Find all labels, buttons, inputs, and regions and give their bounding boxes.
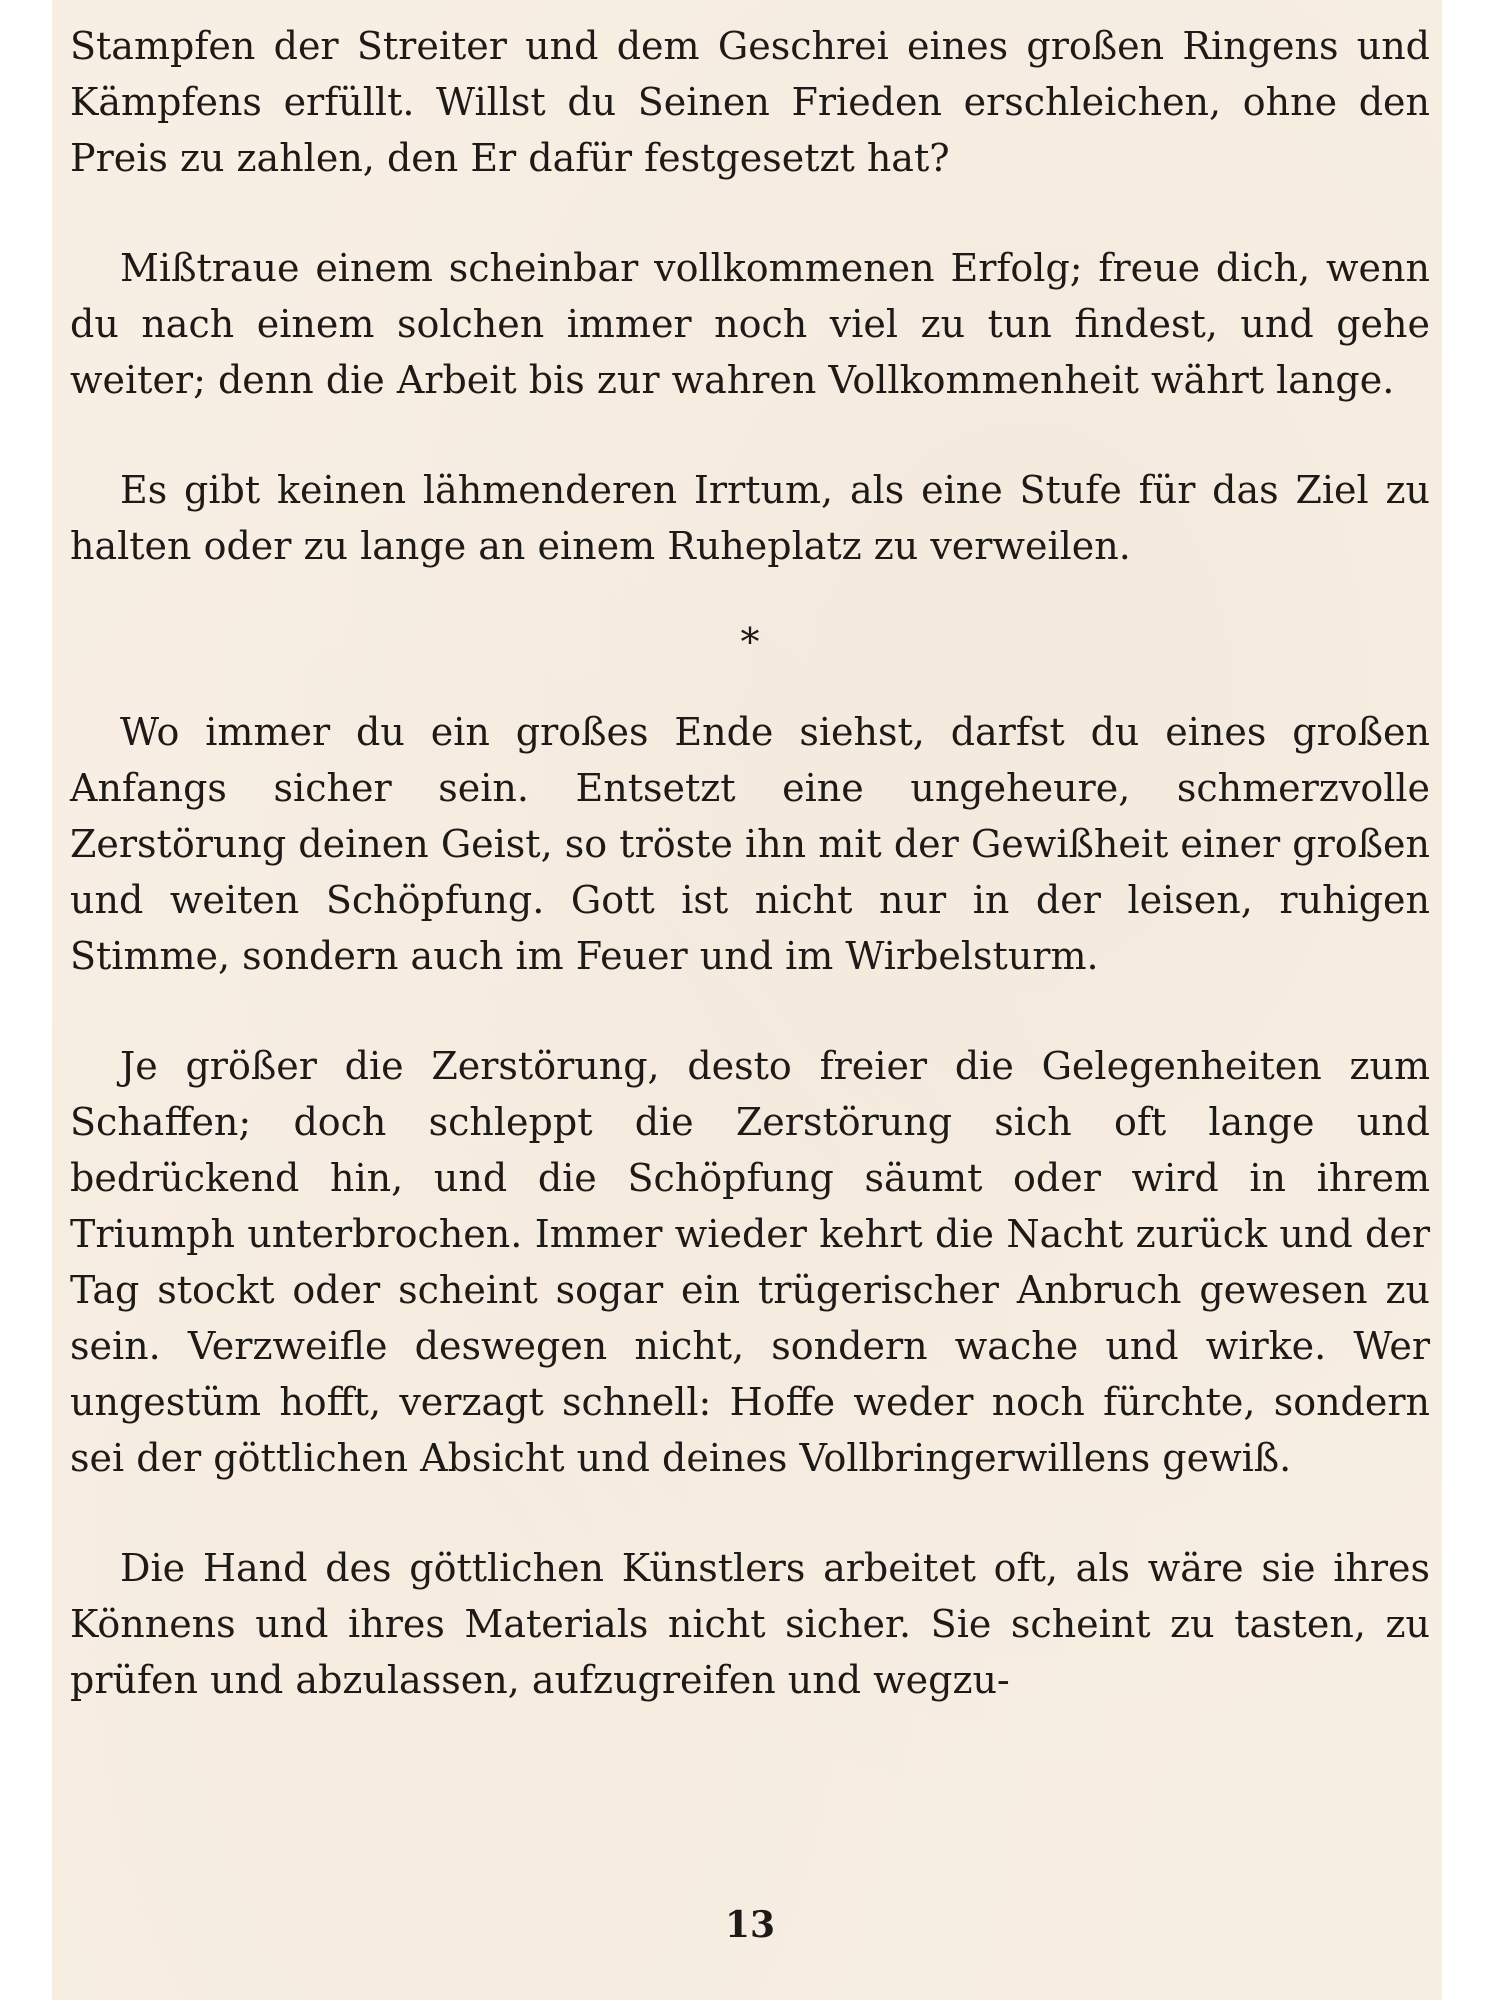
paragraph-paralyzing-error: Es gibt keinen lähmenderen Irrtum, als eine Stufe für das Ziel zu halten oder zu lange an einem Ruheplatz zu verweilen. <box>70 468 1430 568</box>
paragraph-mistrust-success: Mißtraue einem scheinbar vollkommenen Erfolg; freue dich, wenn du nach einem solchen immer noch viel zu tun findest, und gehe weiter; denn die Arbeit bis zur wahren Vollkommenheit währt lange. <box>70 246 1430 402</box>
paragraph-destruction: Je größer die Zerstörung, desto freier die Gelegenheiten zum Schaffen; doch schleppt die Zerstörung sich oft lange und bedrückend hin, und die Schöpfung säumt oder wird in ihrem Triumph unterbrochen. Immer wieder kehrt die Nacht zurück und der Tag stockt oder scheint sogar ein trügerischer Anbruch gewesen zu sein. Verzweifle deswegen nicht, sondern wache und wirke. Wer ungestüm hofft, verzagt schnell: Hoffe weder noch fürchte, sondern sei der göttlichen Absicht und deines Vollbringerwillens gewiß. <box>70 1044 1430 1480</box>
page-number: 13 <box>724 1904 776 1946</box>
paragraph-great-end: Wo immer du ein großes Ende siehst, darfst du eines großen Anfangs sicher sein. Entsetzt eine ungeheure, schmerzvolle Zerstörung deinen Geist, so tröste ihn mit der Gewißheit einer großen und weiten Schöpfung. Gott ist nicht nur in der leisen, ruhigen Stimme, sondern auch im Feuer und im Wirbelsturm. <box>70 710 1430 978</box>
page-body <box>70 18 1430 1708</box>
paragraph-divine-artist: Die Hand des göttlichen Künstlers arbeitet oft, als wäre sie ihres Könnens und ihres Materials nicht sicher. Sie scheint zu tasten, zu prüfen und abzulassen, aufzugreifen und wegzu- <box>70 1546 1430 1702</box>
section-separator: * <box>740 620 760 664</box>
paragraph-continuation: Stampfen der Streiter und dem Geschrei eines großen Ringens und Kämpfens erfüllt. Willst du Seinen Frieden erschleichen, ohne den Preis zu zahlen, den Er dafür festgesetzt hat? <box>70 24 1430 180</box>
